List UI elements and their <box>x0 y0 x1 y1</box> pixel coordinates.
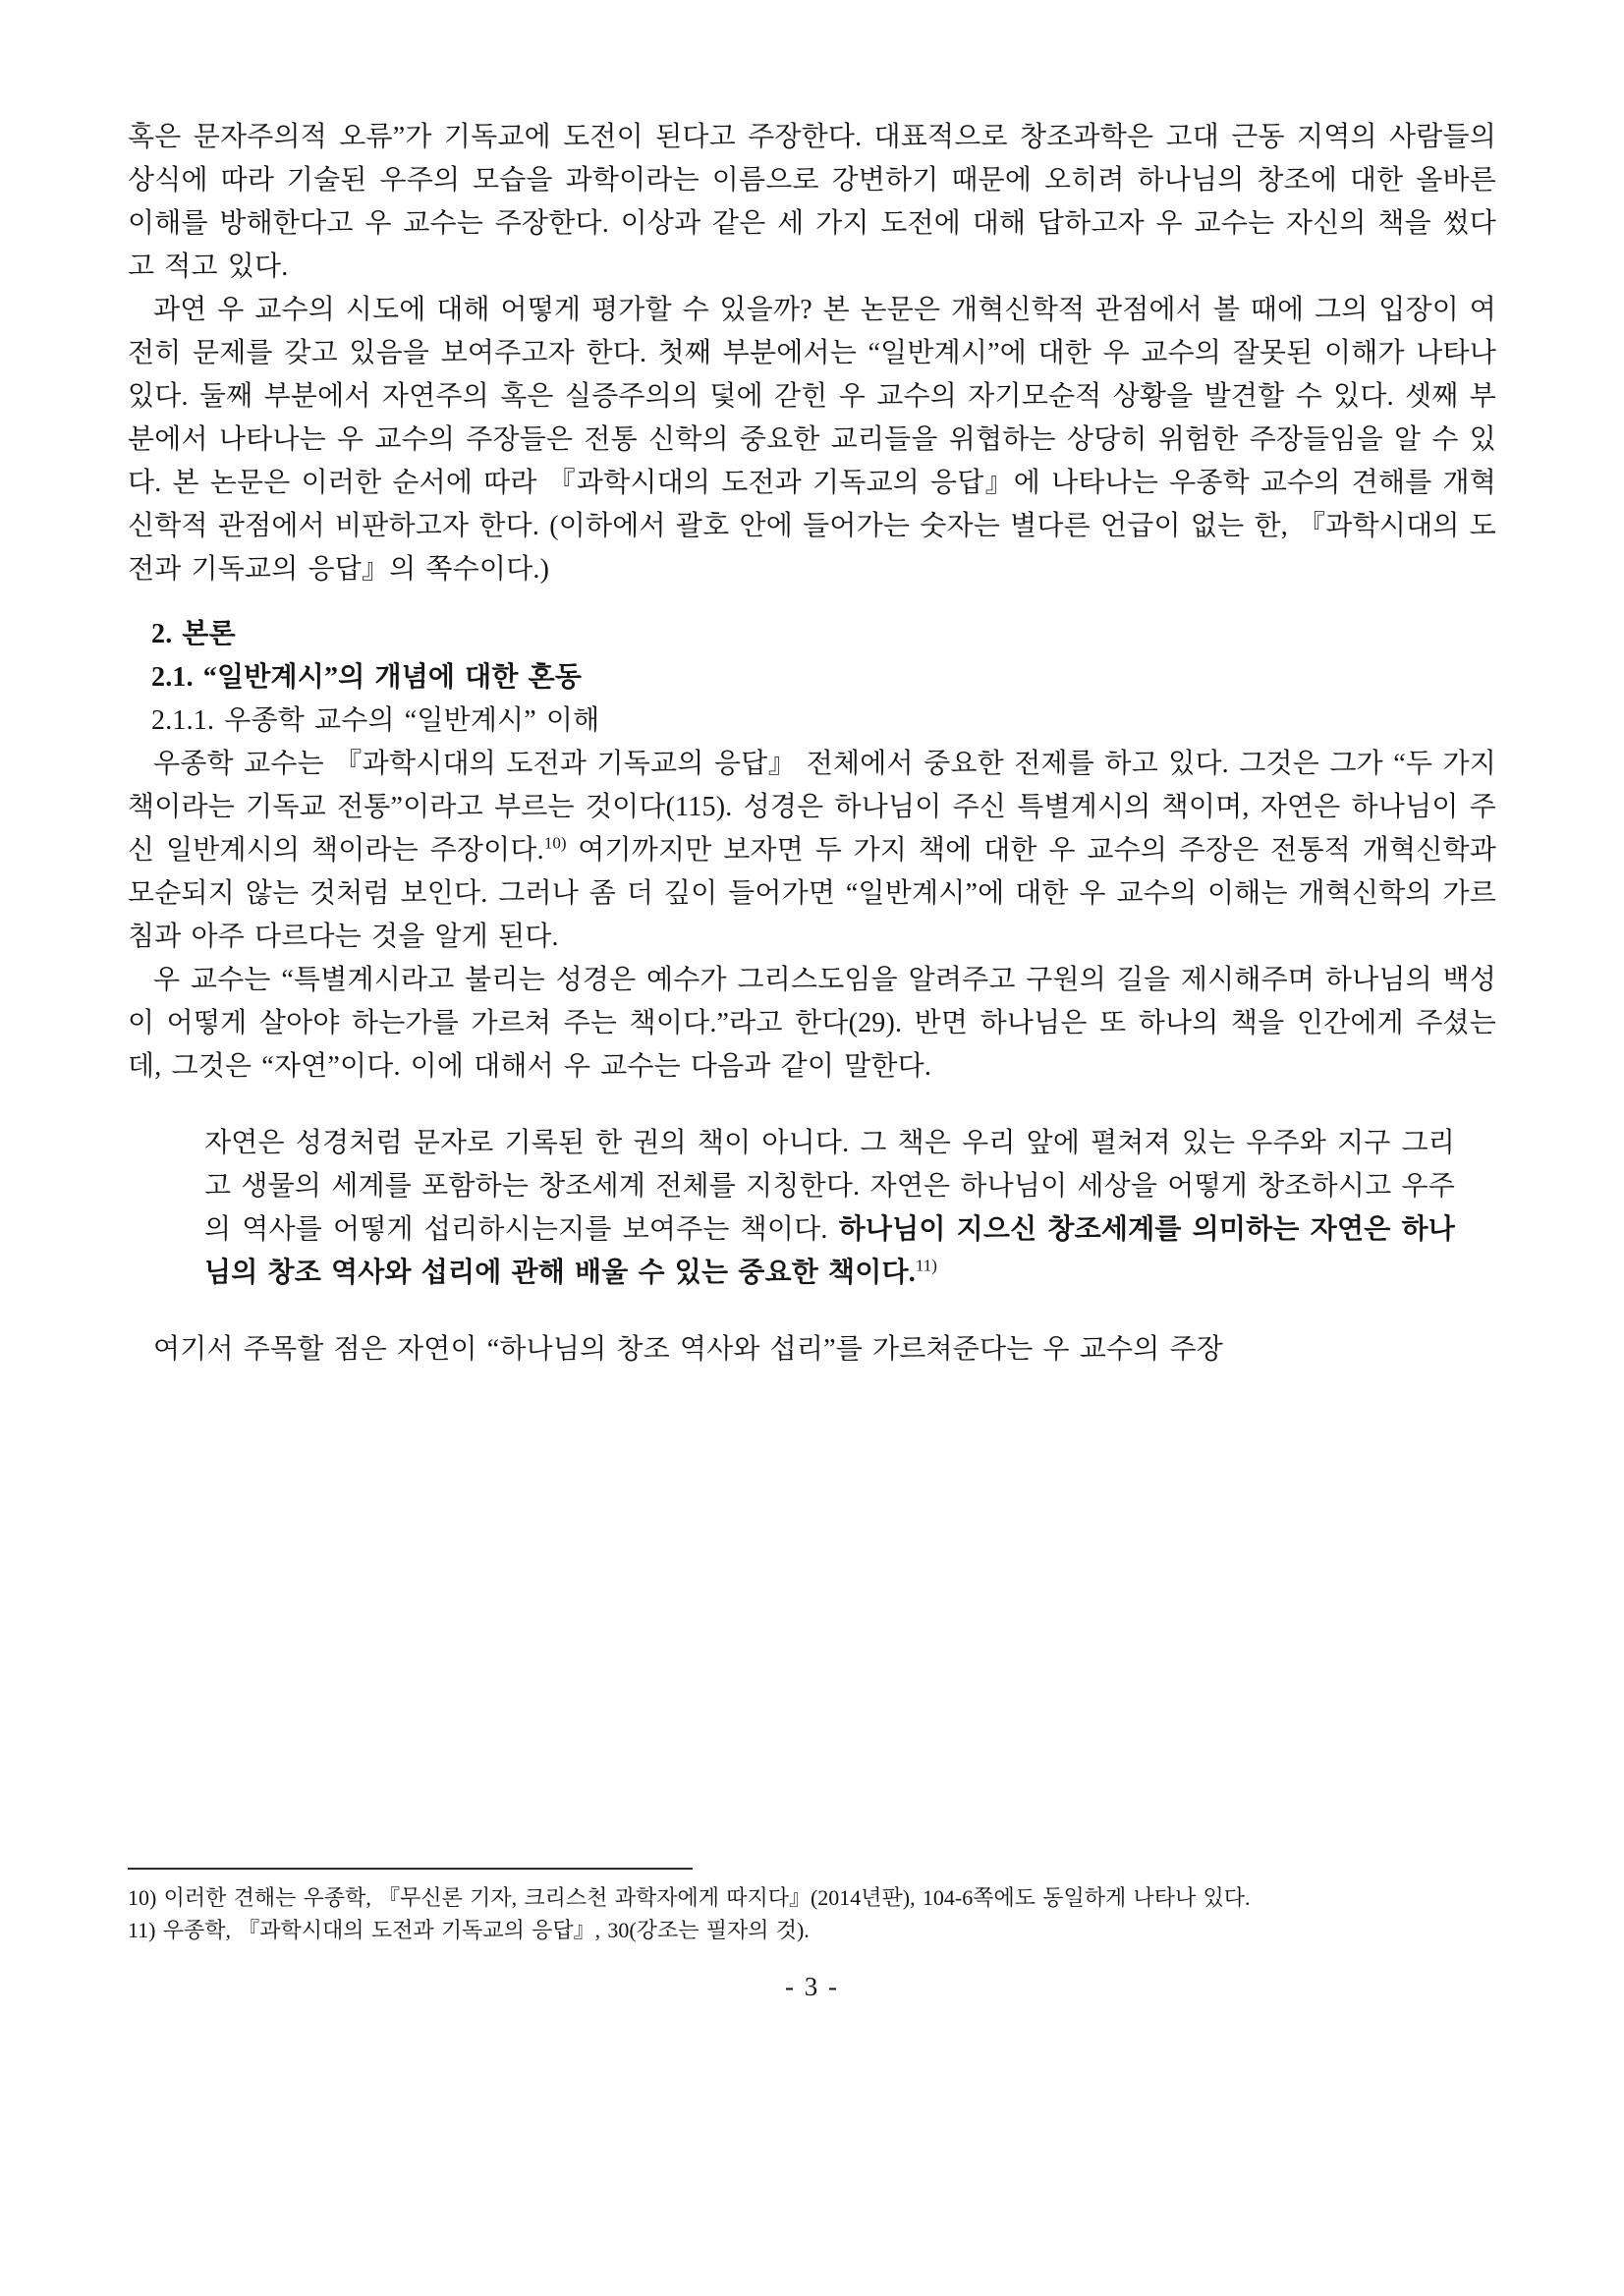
footnote-10-text: 이러한 견해는 우종학, 『무신론 기자, 크리스천 과학자에게 따지다』(2014년판), 104-6쪽에도 동일하게 나타나 있다. <box>163 1885 1251 1910</box>
section-heading-2: 2. 본론 <box>151 619 236 649</box>
paragraph-closing: 여기서 주목할 점은 자연이 “하나님의 창조 역사와 섭리”를 가르쳐준다는 우 교수의 주장 <box>153 1334 1223 1365</box>
footnote-11-marker: 11) <box>128 1918 156 1942</box>
paragraph-evaluation: 과연 우 교수의 시도에 대해 어떻게 평가할 수 있을까? 본 논문은 개혁신학적 관점에서 볼 때에 그의 입장이 여전히 문제를 갖고 있음을 보여주고자 한다. 첫째 부분에서는 “일반계시”에 대한 우 교수의 잘못된 이해가 나타나 있다. 둘째 부분에서 자연주의 혹은 실증주의의 덫에 갇힌 우 교수의 자기모순적 상황을 발견할 수 있다. 셋째 부분에서 나타나는 우 교수의 주장들은 전통 신학의 중요한 교리들을 위협하는 상당히 위험한 주장들임을 알 수 있다. 본 논문은 이러한 순서에 따라 『과학시대의 도전과 기독교의 응답』에 나타나는 우종학 교수의 견해를 개혁신학적 관점에서 비판하고자 한다. (이하에서 괄호 안에 들어가는 숫자는 별다른 언급이 없는 한, 『과학시대의 도전과 기독교의 응답』의 쪽수이다.) <box>128 295 1496 585</box>
footnote-ref-10: 10) <box>543 833 567 853</box>
body-text <box>128 116 1496 1868</box>
footnote-10-marker: 10) <box>128 1885 157 1910</box>
footnote-separator <box>128 1868 693 1870</box>
blockquote-bold-text: 하나님이 지으신 창조세계를 의미하는 자연은 하나님의 창조 역사와 섭리에 관해 배울 수 있는 중요한 책이다. <box>204 1214 1455 1288</box>
paragraph-two-books-text-a: 우종학 교수는 『과학시대의 도전과 기독교의 응답』 전체에서 중요한 전제를 하고 있다. 그것은 그가 “두 가지 책이라는 기독교 전통”이라고 부르는 것이다(115). 성경은 하나님이 주신 특별계시의 책이며, 자연은 하나님이 주신 일반계시의 책이라는 주장이다. <box>128 749 1496 866</box>
page-number: - 3 - <box>785 1972 839 2001</box>
footnote-ref-11: 11) <box>915 1256 937 1275</box>
footnote-11 <box>128 1914 1496 1946</box>
footnote-11-text: 우종학, 『과학시대의 도전과 기독교의 응답』, 30(강조는 필자의 것). <box>162 1918 810 1942</box>
paragraph-two-books-text-b: 여기까지만 보자면 두 가지 책에 대한 우 교수의 주장은 전통적 개혁신학과 모순되지 않는 것처럼 보인다. 그러나 좀 더 깊이 들어가면 “일반계시”에 대한 우 교수의 이해는 개혁신학의 가르침과 아주 다르다는 것을 알게 된다. <box>128 835 1496 952</box>
subsection-heading-2-1: 2.1. “일반계시”의 개념에 대한 혼동 <box>151 662 583 693</box>
paragraph-two-books <box>128 743 1496 959</box>
footnotes-section <box>128 1868 1496 1946</box>
blockquote-nature <box>204 1122 1455 1295</box>
footnote-10 <box>128 1881 1496 1914</box>
paragraph-continuation: 혹은 문자주의적 오류”가 기독교에 도전이 된다고 주장한다. 대표적으로 창조과학은 고대 근동 지역의 사람들의 상식에 따라 기술된 우주의 모습을 과학이라는 이름으로 강변하기 때문에 오히려 하나님의 창조에 대한 올바른 이해를 방해한다고 우 교수는 주장한다. 이상과 같은 세 가지 도전에 대해 답하고자 우 교수는 자신의 책을 썼다고 적고 있다. <box>128 122 1496 282</box>
subsubsection-heading-2-1-1: 2.1.1. 우종학 교수의 “일반계시” 이해 <box>151 705 600 736</box>
paragraph-special-revelation: 우 교수는 “특별계시라고 불리는 성경은 예수가 그리스도임을 알려주고 구원의 길을 제시해주며 하나님의 백성이 어떻게 살아야 하는가를 가르쳐 주는 책이다.”라고 한다(29). 반면 하나님은 또 하나의 책을 인간에게 주셨는데, 그것은 “자연”이다. 이에 대해서 우 교수는 다음과 같이 말한다. <box>128 965 1496 1082</box>
blockquote-normal-text: 자연은 성경처럼 문자로 기록된 한 권의 책이 아니다. 그 책은 우리 앞에 펼쳐져 있는 우주와 지구 그리고 생물의 세계를 포함하는 창조세계 전체를 지칭한다. 자연은 하나님이 세상을 어떻게 창조하시고 우주의 역사를 어떻게 섭리하시는지를 보여주는 책이다. <box>204 1128 1455 1245</box>
